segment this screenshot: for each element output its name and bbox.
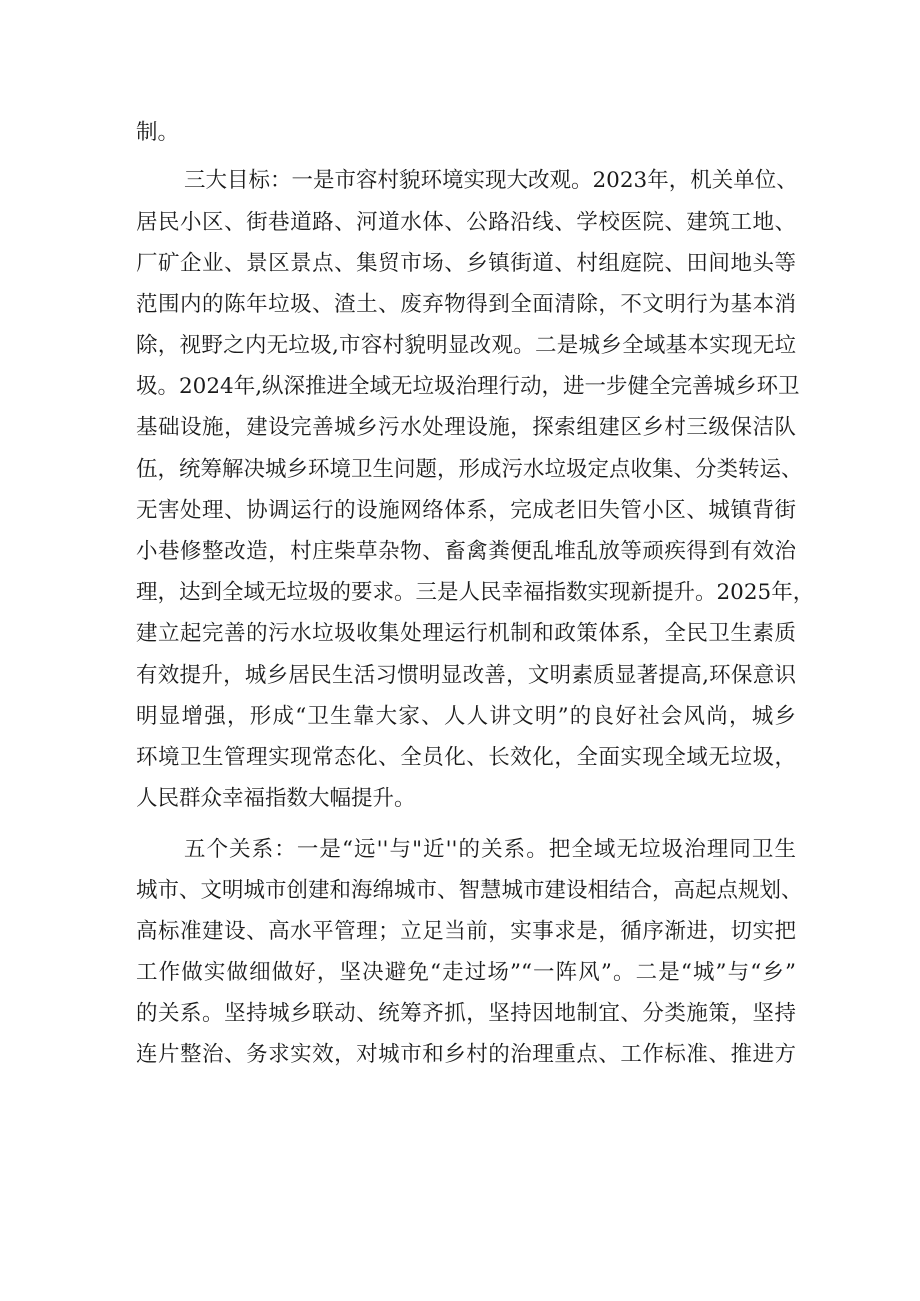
text-line: 理，达到全域无垃圾的要求。三是人民幸福指数实现新提升。2025年， [136,580,815,605]
text-line: 有效提升，城乡居民生活习惯明显改善，文明素质显著提高,环保意识 [136,663,796,688]
text-line: 厂矿企业、景区景点、集贸市场、乡镇街道、村组庭院、田间地头等 [136,251,796,276]
text-line: 连片整治、务求实效，对城市和乡村的治理重点、工作标准、推进方 [136,1042,796,1067]
text-line: 居民小区、街巷道路、河道水体、公路沿线、学校医院、建筑工地、 [136,210,796,235]
text-line: 高标准建设、高水平管理；立足当前，实事求是，循序渐进，切实把 [136,919,796,944]
text-line: 范围内的陈年垃圾、渣土、废弃物得到全面清除，不文明行为基本消 [136,292,796,317]
text-line: 明显增强，形成“卫生靠大家、人人讲文明”的良好社会风尚，城乡 [136,704,796,729]
text-line: 制。 [136,120,180,145]
text-line: 城市、文明城市创建和海绵城市、智慧城市建设相结合，高起点规划、 [136,878,803,903]
text-line: 环境卫生管理实现常态化、全员化、长效化，全面实现全域无垃圾， [136,745,796,770]
text-line: 建立起完善的污水垃圾收集处理运行机制和政策体系，全民卫生素质 [136,621,796,646]
text-line: 伍，统筹解决城乡环境卫生问题，形成污水垃圾定点收集、分类转运、 [136,457,803,482]
text-line: 的关系。坚持城乡联动、统筹齐抓，坚持因地制宜、分类施策，坚持 [136,1001,796,1026]
text-line: 小巷修整改造，村庄柴草杂物、畜禽粪便乱堆乱放等顽疾得到有效治 [136,539,796,564]
text-line: 圾。2024年,纵深推进全域无垃圾治理行动，进一步健全完善城乡环卫 [136,374,800,399]
text-line: 人民群众幸福指数大幅提升。 [136,786,416,811]
paragraph-first-line: 五个关系：一是“远''与"近''的关系。把全域无垃圾治理同卫生 [184,837,796,862]
text-line: 除，视野之内无垃圾,市容村貌明显改观。二是城乡全域基本实现无垃 [136,333,796,358]
text-line: 基础设施，建设完善城乡污水处理设施，探索组建区乡村三级保洁队 [136,415,796,440]
paragraph-first-line: 三大目标：一是市容村貌环境实现大改观。2023年，机关单位、 [184,168,798,193]
text-line: 工作做实做细做好，坚决避免“走过场”“一阵风”。二是“城”与“乡” [136,960,796,985]
text-line: 无害处理、协调运行的设施网络体系，完成老旧失管小区、城镇背街 [136,498,796,523]
